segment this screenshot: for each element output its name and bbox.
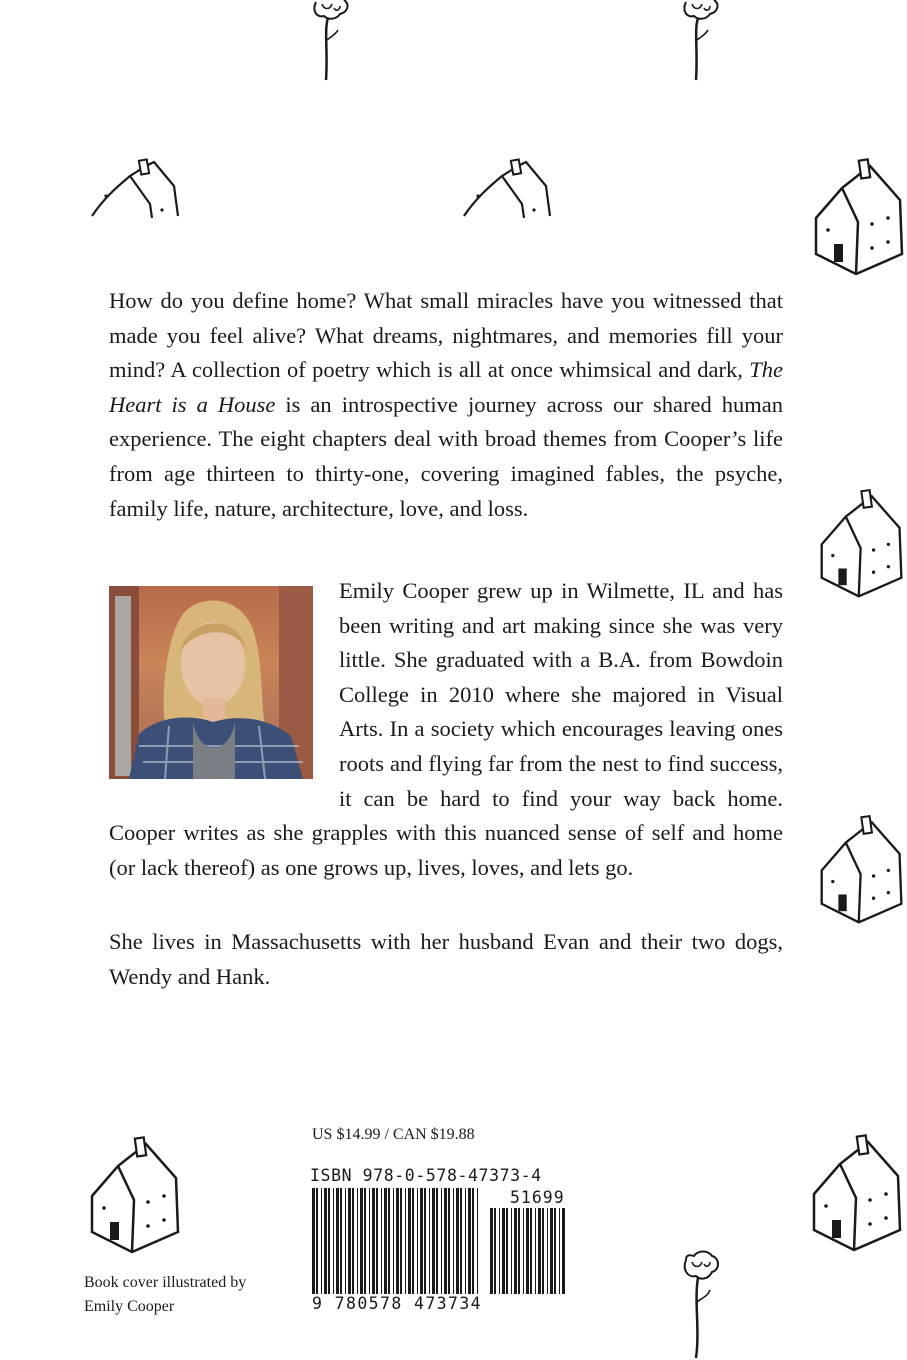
house-doodle-partial-center [462, 160, 554, 220]
author-bio-text: Emily Cooper grew up in Wilmette, IL and has been writing and art making since she was very little. She graduated with a B.A. from Bowdoin College in 2010 where she majored in Visual Arts. In a society which encourages leaving ones roots and flying far from the nest to find success, it can be hard to find your way back home. Cooper writes as she grapples with this nuanced sense of self and home (or lack thereof) as one grows up, lives, loves, and lets go. [109, 578, 783, 880]
flower-doodle-top-right [676, 0, 724, 82]
description-part-1: How do you define home? What small miracles have you witnessed that made you feel alive? What dreams, nightmares, and memories fill your mind? A collection of poetry which is all at once whimsical and dark, [109, 288, 783, 383]
house-icon [462, 160, 554, 220]
flower-doodle-bottom [676, 1250, 724, 1360]
cover-credit [84, 1271, 246, 1319]
house-icon [90, 160, 182, 220]
credit-line-2: Emily Cooper [84, 1298, 175, 1315]
house-icon [818, 486, 906, 601]
price-add-on-code: 51699 [510, 1188, 565, 1207]
book-description [109, 284, 783, 526]
flower-doodle-top-left [306, 0, 354, 82]
description-part-2: is an introspective journey across our shared human experience. The eight chapters deal with broad themes from Cooper’s life from age thirteen to thirty-one, covering imagined fables, the psyche, family life, nature, architecture, love, and loss. [109, 391, 783, 521]
isbn-number: ISBN 978-0-578-47373-4 [310, 1166, 542, 1185]
house-icon [812, 158, 907, 276]
book-title: The Heart is a House [109, 357, 784, 417]
price-label: US $14.99 / CAN $19.88 [312, 1126, 475, 1143]
isbn-barcode [310, 1166, 574, 1326]
house-doodle-bottom-right [810, 1134, 905, 1252]
credit-line-1: Book cover illustrated by [84, 1274, 247, 1291]
house-icon [818, 812, 906, 927]
house-doodle-right-2 [818, 486, 906, 601]
house-doodle-bottom-left [88, 1136, 183, 1254]
flower-icon [676, 1250, 724, 1360]
house-icon [88, 1136, 183, 1254]
author-family: She lives in Massachusetts with her husband Evan and their two dogs, Wendy and Hank. [109, 929, 783, 989]
house-doodle-partial-left [90, 160, 182, 220]
author-bio [109, 574, 783, 885]
flower-icon [306, 0, 354, 82]
flower-icon [676, 0, 724, 82]
ean-digits: 9 780578 473734 [312, 1294, 483, 1313]
house-doodle-right-3 [818, 812, 906, 927]
house-icon [810, 1134, 905, 1252]
house-doodle-right-1 [812, 158, 907, 276]
author-photo [109, 586, 313, 779]
